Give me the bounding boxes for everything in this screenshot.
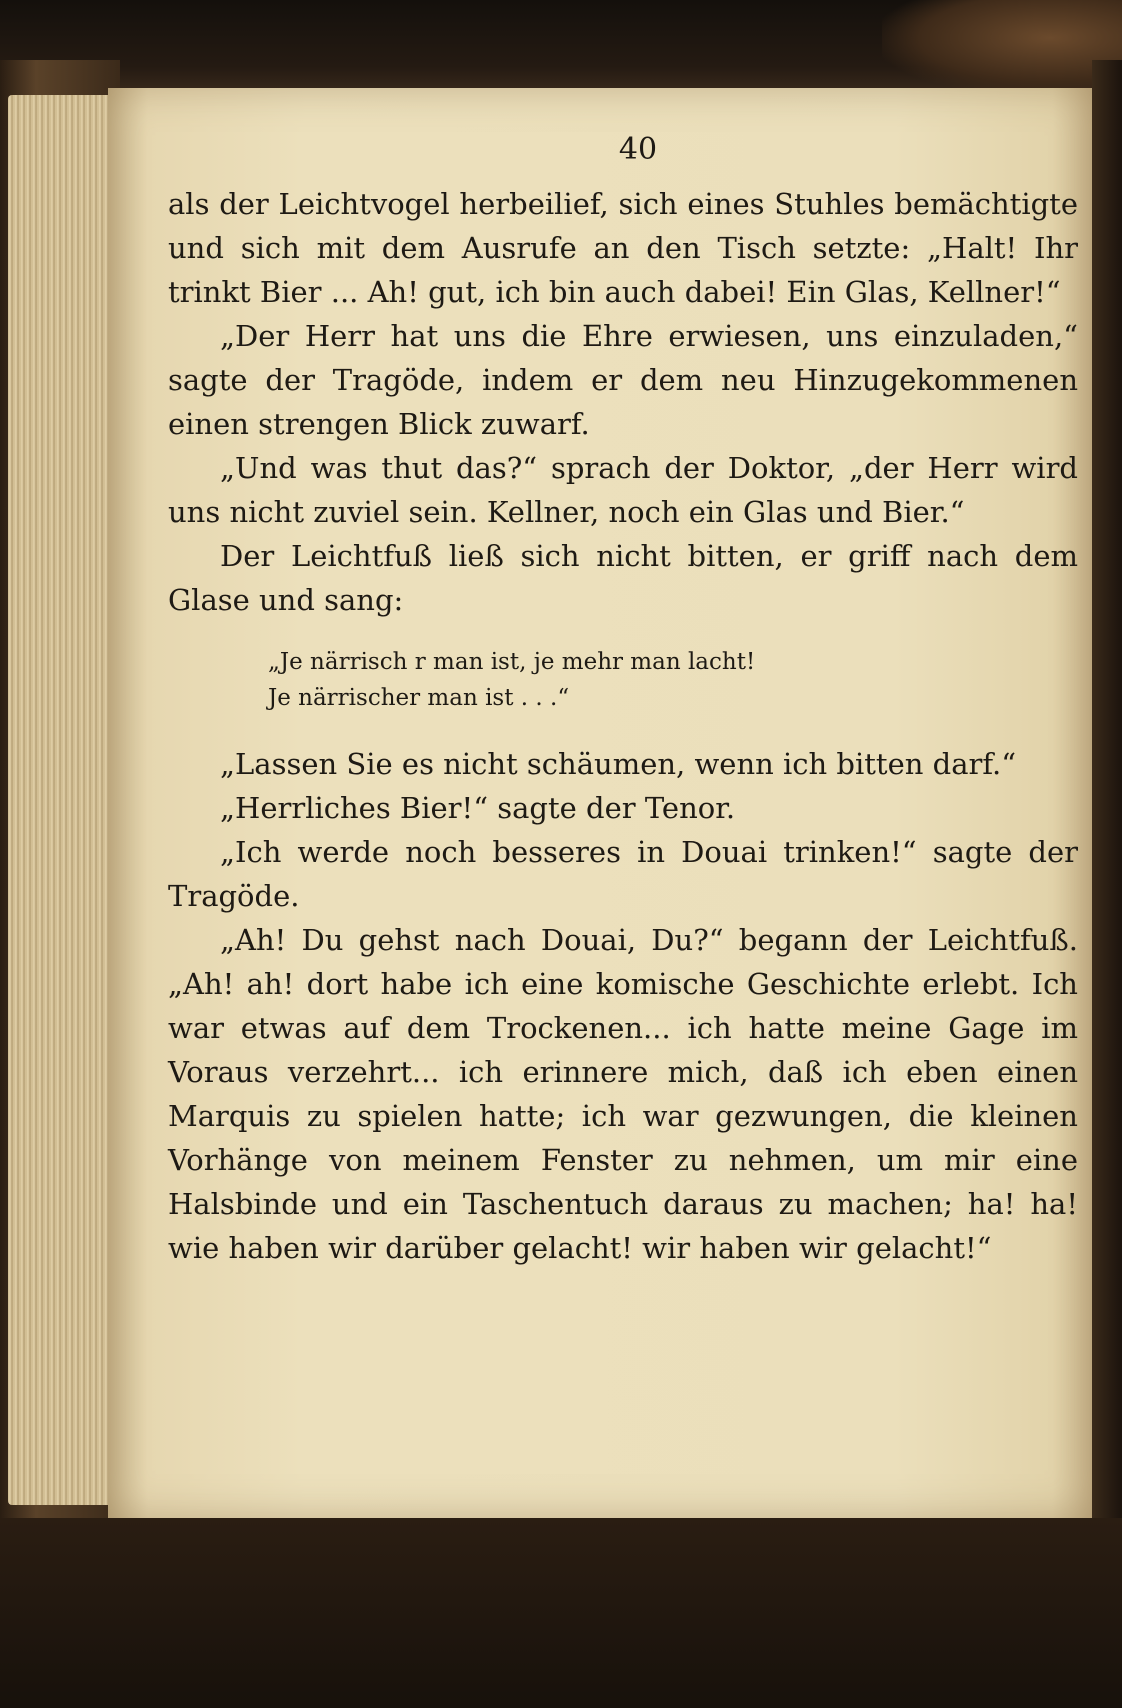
- paragraph: „Lassen Sie es nicht schäumen, wenn ich bitten darf.“: [220, 747, 1017, 781]
- paragraph: „Ich werde noch besseres in Douai trinken!“ sagte der Tragöde.: [168, 835, 1078, 913]
- verse-line: „Je närrisch r man ist, je mehr man lacht!: [268, 649, 756, 675]
- page-edges: [8, 95, 116, 1505]
- bookmark-cord: [882, 0, 1122, 95]
- background-bottom: [0, 1518, 1122, 1708]
- paragraph: „Der Herr hat uns die Ehre erwiesen, uns einzuladen,“ sagte der Tragöde, indem er dem neu Hinzugekommenen einen strengen Blick zuwarf.: [168, 319, 1078, 441]
- page-text: [168, 128, 1078, 1270]
- paragraph: Der Leichtfuß ließ sich nicht bitten, er griff nach dem Glase und sang:: [168, 539, 1078, 617]
- verse-line: Je närrischer man ist . . .“: [268, 685, 570, 711]
- page-number: 40: [618, 132, 658, 167]
- paragraph: „Herrliches Bier!“ sagte der Tenor.: [220, 791, 736, 825]
- paragraph: als der Leichtvogel herbeilief, sich eines Stuhles bemächtigte und sich mit dem Ausrufe an den Tisch setzte: „Halt! Ihr trinkt Bier ... Ah! gut, ich bin auch dabei! Ein Glas, Kellner!“: [168, 187, 1078, 309]
- book-cover-right: [1092, 60, 1122, 1708]
- paragraph: „Ah! Du gehst nach Douai, Du?“ begann der Leichtfuß. „Ah! ah! dort habe ich eine komische Geschichte erlebt. Ich war etwas auf dem Trockenen... ich hatte meine Gage im Voraus verzehrt... ich erinnere mich, daß ich eben einen Marquis zu spielen hatte; ich war gezwungen, die kleinen Vorhänge von meinem Fenster zu nehmen, um mir eine Halsbinde und ein Taschentuch daraus zu machen; ha! ha! wie haben wir darüber gelacht! wir haben wir gelacht!“: [168, 923, 1078, 1265]
- song-verse: [268, 644, 1078, 716]
- paragraph: „Und was thut das?“ sprach der Doktor, „der Herr wird uns nicht zuviel sein. Kellner, noch ein Glas und Bier.“: [168, 451, 1078, 529]
